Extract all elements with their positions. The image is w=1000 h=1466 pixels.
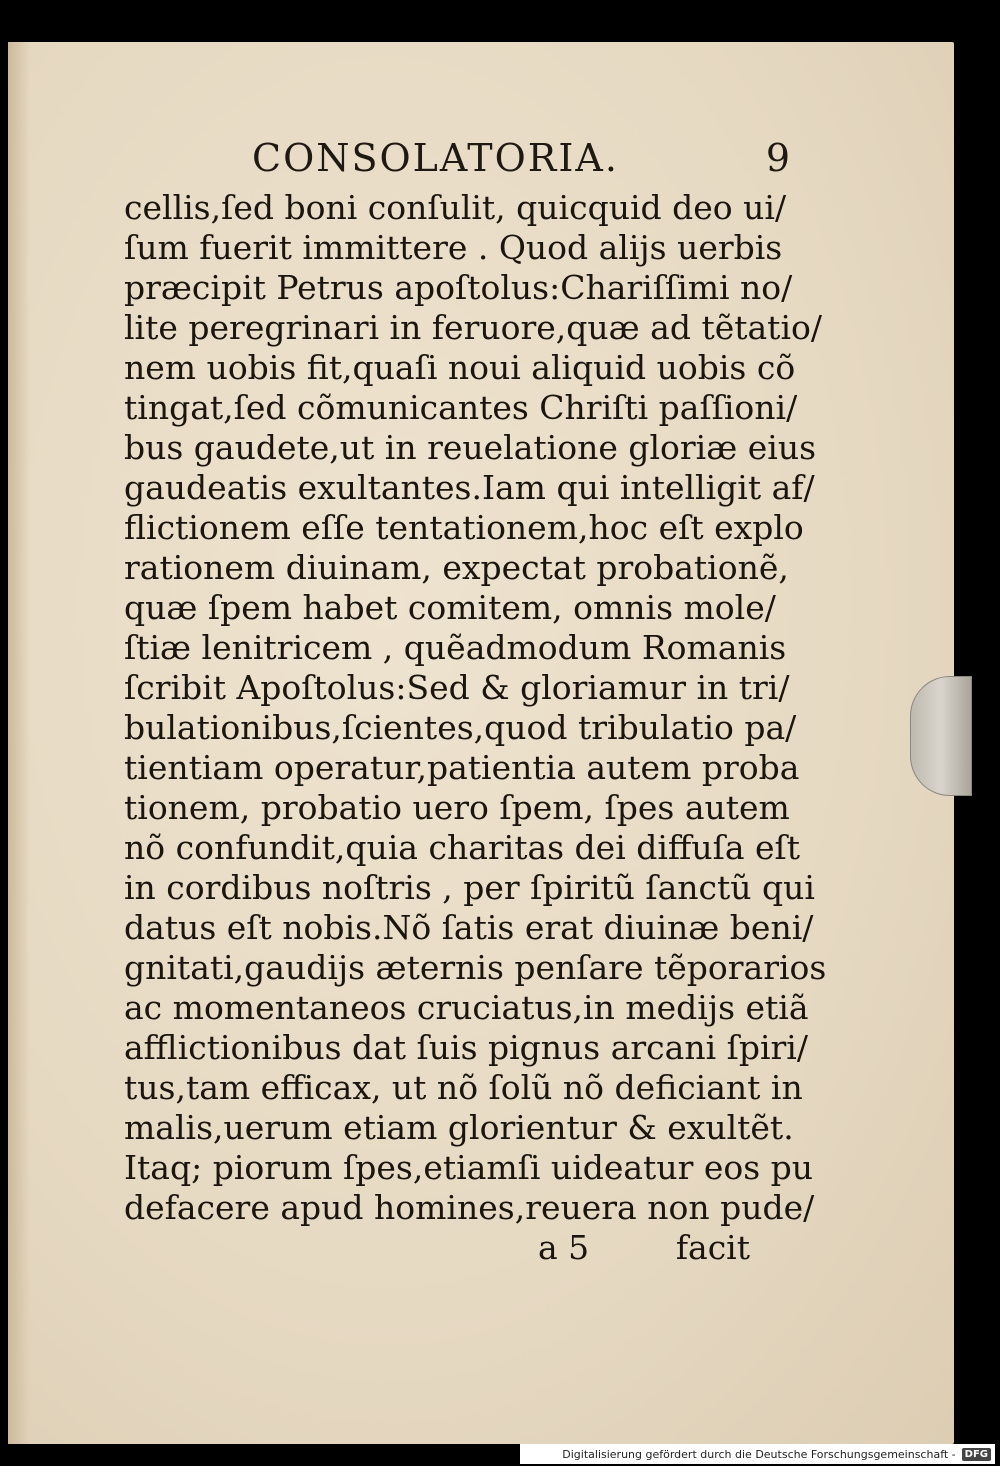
text-line: ſum fuerit immittere . Quod alijs uerbis — [124, 228, 783, 267]
folio-number: 9 — [765, 136, 792, 180]
text-line: ac momentaneos cruciatus,in medijs etiã — [124, 988, 809, 1027]
text-line: nem uobis fit,quaſi noui aliquid uobis cõ — [124, 348, 796, 387]
text-line: datus eſt nobis.Nõ ſatis erat diuinæ beni/ — [124, 908, 814, 947]
text-line: gnitati,gaudijs æternis penſare tẽporarios — [124, 948, 827, 987]
text-line: flictionem eſſe tentationem,hoc eſt explo — [124, 508, 804, 547]
text-line: lite peregrinari in feruore,quæ ad tẽtatio/ — [124, 308, 822, 347]
dfg-logo: DFG — [962, 1448, 991, 1461]
text-line: cellis,ſed boni conſulit, quicquid deo ui/ — [124, 188, 787, 227]
text-line: nõ confundit,quia charitas dei diffuſa eſt — [124, 828, 801, 867]
text-line: bulationibus,ſcientes,quod tribulatio pa/ — [124, 708, 797, 747]
body-text — [124, 188, 827, 1228]
text-line: in cordibus noſtris , per ſpiritũ ſanctũ qui — [124, 868, 815, 907]
text-line: afflictionibus dat ſuis pignus arcani ſpiri/ — [124, 1028, 808, 1067]
text-line: rationem diuinam, expectat probationẽ, — [124, 548, 789, 587]
text-line: ſcribit Apoſtolus:Sed & gloriamur in tri/ — [124, 668, 790, 707]
text-line: tientiam operatur,patientia autem proba — [124, 748, 800, 787]
catchword: facit — [675, 1228, 750, 1267]
footer-credit: Digitalisierung gefördert durch die Deutsche Forschungsgemeinschaft - — [562, 1447, 956, 1461]
text-line: quæ ſpem habet comitem, omnis mole/ — [124, 588, 776, 627]
running-header — [252, 128, 792, 188]
text-line: ſtiæ lenitricem , quẽadmodum Romanis — [124, 628, 787, 667]
text-line: bus gaudete,ut in reuelatione gloriæ eius — [124, 428, 817, 467]
catchline — [124, 1226, 764, 1270]
page-gutter-shadow — [8, 42, 30, 1444]
text-line: præcipit Petrus apoſtolus:Chariſſimi no/ — [124, 268, 793, 307]
text-line: tionem, probatio uero ſpem, ſpes autem — [124, 788, 790, 827]
signature-mark: a 5 — [538, 1228, 590, 1267]
text-line: malis,uerum etiam glorientur & exultẽt. — [124, 1108, 794, 1147]
running-title: CONSOLATORIA. — [252, 136, 619, 180]
digitization-footer — [520, 1444, 995, 1464]
text-line: gaudeatis exultantes.Iam qui intelligit af/ — [124, 468, 815, 507]
text-line: tingat,ſed cõmunicantes Chriſti paſſioni/ — [124, 388, 798, 427]
page-tab-marker — [910, 676, 972, 796]
text-line: tus,tam efficax, ut nõ ſolũ nõ deficiant in — [124, 1068, 803, 1107]
text-line: Itaq; piorum ſpes,etiamſi uideatur eos pu — [124, 1148, 814, 1187]
text-line: defacere apud homines,reuera non pude/ — [124, 1188, 815, 1227]
